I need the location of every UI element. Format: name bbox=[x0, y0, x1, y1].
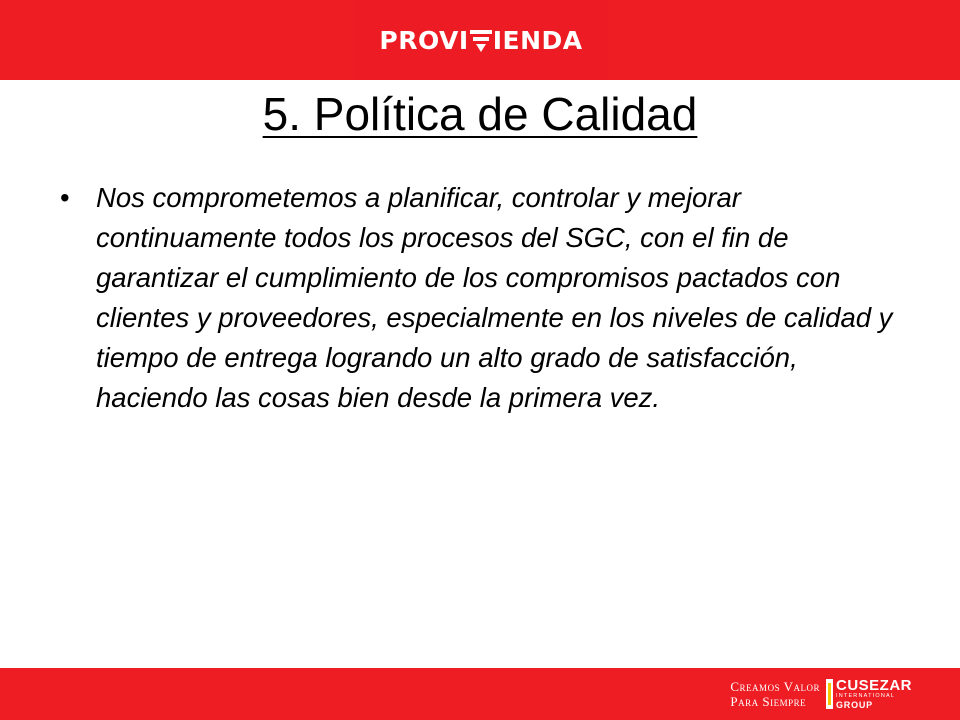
proviienda-logo bbox=[354, 0, 608, 80]
logo-text-right: IENDA bbox=[492, 25, 583, 55]
bullet-text: Nos comprometemos a planificar, controlar y mejorar continuamente todos los procesos del SGC, con el fin de garantizar el cumplimiento de los compromisos pactados con clientes y proveedores, especialmente en los niveles de calidad y tiempo de entrega logrando un alto grado de satisfacción, haciendo las cosas bien desde la primera vez. bbox=[96, 182, 893, 413]
brand-divider-icon bbox=[826, 679, 833, 709]
tagline-line-2: Para Siempre bbox=[730, 693, 807, 709]
company-group: GROUP bbox=[835, 699, 873, 710]
tagline-line-1: Creamos Valor bbox=[730, 678, 820, 694]
cusezar-logo bbox=[836, 678, 912, 710]
footer-tagline bbox=[730, 679, 820, 709]
slide-title: 5. Política de Calidad bbox=[262, 88, 698, 140]
company-name: CUSEZAR bbox=[835, 677, 912, 694]
slide-title-container bbox=[0, 84, 960, 144]
bullet-item bbox=[56, 178, 916, 418]
stacked-bars-v-icon bbox=[470, 27, 492, 53]
logo-wordmark bbox=[379, 26, 582, 55]
cusezar-brand bbox=[730, 678, 912, 710]
bullet-list bbox=[56, 178, 916, 418]
bullet-dot-icon: • bbox=[60, 182, 70, 213]
logo-text-left: PROVI bbox=[379, 25, 469, 55]
company-international: INTERNATIONAL bbox=[835, 693, 896, 699]
